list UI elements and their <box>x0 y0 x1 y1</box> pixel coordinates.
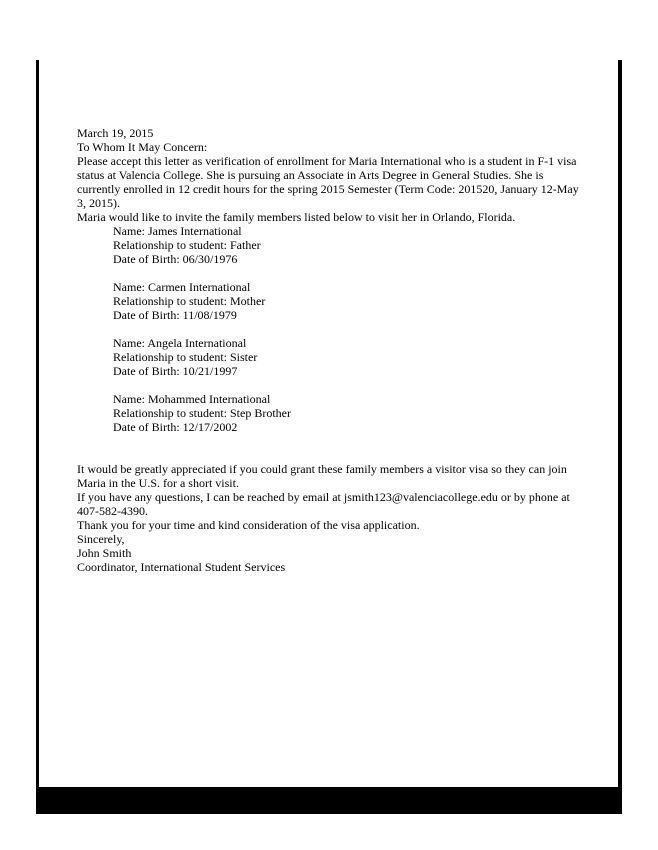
page-right-border <box>618 60 622 812</box>
family-member <box>113 392 587 434</box>
member-dob: Date of Birth: 06/30/1976 <box>113 252 238 266</box>
letter-closing: Sincerely, <box>77 532 125 546</box>
member-name: Name: Angela International <box>113 336 247 350</box>
letter-body <box>77 126 587 574</box>
signature-block <box>77 546 587 574</box>
member-relationship: Relationship to student: Father <box>113 238 261 252</box>
thanks-paragraph: Thank you for your time and kind consideration of the visa application. <box>77 518 420 532</box>
page-bottom-bar <box>36 787 622 814</box>
family-member <box>113 336 587 378</box>
intro-paragraph: Please accept this letter as verification of enrollment for Maria International who is a student in F-1 visa status at Valencia College. She is pursuing an Associate in Arts Degree in General Studies. She is currently enrolled in 12 credit hours for the spring 2015 Semester (Term Code: 201520, January 12-May 3, 2015). <box>77 154 579 210</box>
member-name: Name: James International <box>113 224 242 238</box>
member-dob: Date of Birth: 11/08/1979 <box>113 308 237 322</box>
signer-title: Coordinator, International Student Services <box>77 560 286 574</box>
letter-salutation: To Whom It May Concern: <box>77 140 208 154</box>
member-relationship: Relationship to student: Sister <box>113 350 258 364</box>
family-members-list <box>113 224 587 434</box>
signer-name: John Smith <box>77 546 132 560</box>
member-dob: Date of Birth: 12/17/2002 <box>113 420 238 434</box>
family-member <box>113 224 587 266</box>
member-dob: Date of Birth: 10/21/1997 <box>113 364 238 378</box>
page-left-border <box>36 60 39 812</box>
member-relationship: Relationship to student: Mother <box>113 294 266 308</box>
invite-paragraph: Maria would like to invite the family members listed below to visit her in Orlando, Florida. <box>77 210 516 224</box>
contact-paragraph: If you have any questions, I can be reached by email at jsmith123@valenciacollege.edu or by phone at 407-582-4390. <box>77 490 570 518</box>
member-name: Name: Carmen International <box>113 280 251 294</box>
member-name: Name: Mohammed International <box>113 392 271 406</box>
family-member <box>113 280 587 322</box>
request-paragraph: It would be greatly appreciated if you could grant these family members a visitor visa so they can join Maria in the U.S. for a short visit. <box>77 462 567 490</box>
member-relationship: Relationship to student: Step Brother <box>113 406 291 420</box>
letter-date: March 19, 2015 <box>77 126 154 140</box>
